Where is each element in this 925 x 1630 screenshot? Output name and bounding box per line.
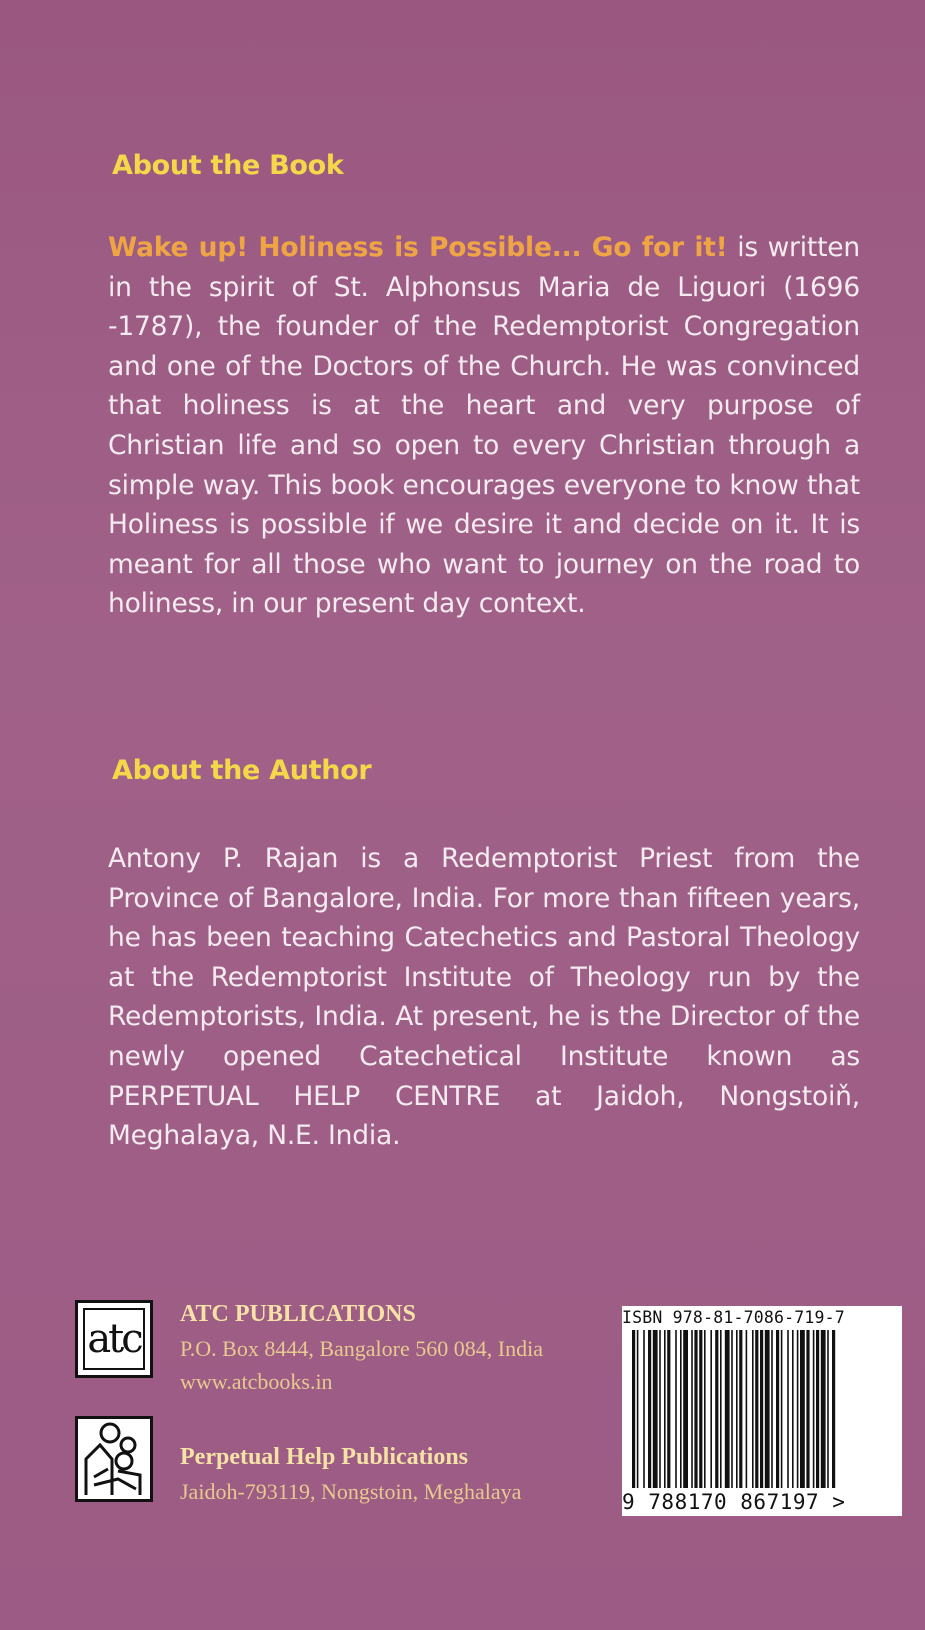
barcode-bar bbox=[691, 1330, 693, 1488]
barcode-bar bbox=[675, 1330, 677, 1488]
barcode-bar bbox=[806, 1330, 809, 1488]
barcode-bars bbox=[632, 1330, 894, 1488]
barcode-bar bbox=[797, 1330, 799, 1488]
perpetual-publisher-name: Perpetual Help Publications bbox=[180, 1444, 468, 1470]
barcode-bar bbox=[760, 1330, 763, 1488]
barcode-bar bbox=[648, 1330, 651, 1488]
barcode-bar bbox=[787, 1330, 789, 1488]
barcode-bar bbox=[832, 1330, 835, 1488]
barcode-bar bbox=[736, 1330, 738, 1488]
barcode-bar bbox=[746, 1330, 748, 1488]
barcode-bar bbox=[720, 1330, 722, 1488]
isbn-label: ISBN 978-81-7086-719-7 bbox=[622, 1308, 845, 1327]
about-book-text: is written in the spirit of St. Alphonsus Maria de Liguori (1696 -1787), the founder of the Redemptorist Congregation and one of the Doctors of the Church. He was convinced that holiness is at the heart and very purpose of Christian life and so open to every Christian through a simple way. This book encourages everyone to know that Holiness is possible if we desire it and decide on it. It is meant for all those who want to journey on the road to holiness, in our present day context. bbox=[108, 232, 860, 620]
barcode-bar bbox=[632, 1330, 635, 1488]
icon-figures-icon bbox=[78, 1419, 150, 1499]
barcode-bar bbox=[816, 1330, 819, 1488]
barcode-bar bbox=[776, 1330, 779, 1488]
barcode-bar bbox=[683, 1330, 688, 1488]
barcode-bar bbox=[643, 1330, 645, 1488]
isbn-digits: 9 788170 867197 > bbox=[622, 1490, 846, 1514]
isbn-barcode bbox=[622, 1306, 902, 1516]
barcode-bar bbox=[653, 1330, 658, 1488]
barcode-bar bbox=[704, 1330, 706, 1488]
about-book-paragraph bbox=[108, 228, 860, 624]
barcode-bar bbox=[755, 1330, 758, 1488]
atc-publisher-website: www.atcbooks.in bbox=[180, 1369, 333, 1394]
barcode-bar bbox=[710, 1330, 712, 1488]
barcode-bar bbox=[765, 1330, 770, 1488]
barcode-bar bbox=[800, 1330, 805, 1488]
barcode-bar bbox=[659, 1330, 661, 1488]
barcode-bar bbox=[792, 1330, 794, 1488]
about-author-heading: About the Author bbox=[112, 755, 372, 786]
barcode-bar bbox=[694, 1330, 697, 1488]
about-author-paragraph: Antony P. Rajan is a Redemptorist Priest from the Province of Bangalore, India. For more than fifteen years, he has been teaching Catechetics and Pastoral Theology at the Redemptorist Institute of Theology run by the Redemptorists, India. At present, he is the Director of the newly opened Catechetical Institute known as PERPETUAL HELP CENTRE at Jaidoh, Nongstoiň, Meghalaya, N.E. India. bbox=[108, 843, 860, 1152]
barcode-bar bbox=[771, 1330, 773, 1488]
barcode-bar bbox=[667, 1330, 670, 1488]
about-book-heading: About the Book bbox=[112, 150, 344, 181]
barcode-bar bbox=[781, 1330, 783, 1488]
perpetual-help-logo bbox=[75, 1416, 153, 1502]
atc-logo-mark: atc bbox=[83, 1308, 145, 1370]
book-title-highlight: Wake up! Holiness is Possible... Go for it! bbox=[108, 232, 728, 263]
barcode-bar bbox=[664, 1330, 666, 1488]
barcode-bar bbox=[752, 1330, 754, 1488]
barcode-bar bbox=[739, 1330, 742, 1488]
atc-publisher-address: P.O. Box 8444, Bangalore 560 084, India bbox=[180, 1336, 543, 1361]
barcode-bar bbox=[731, 1330, 733, 1488]
barcode-bar bbox=[715, 1330, 718, 1488]
barcode-bar bbox=[725, 1330, 730, 1488]
barcode-bar bbox=[813, 1330, 815, 1488]
barcode-bar bbox=[821, 1330, 826, 1488]
barcode-bar bbox=[680, 1330, 682, 1488]
barcode-bar bbox=[637, 1330, 639, 1488]
atc-logo bbox=[75, 1300, 153, 1378]
atc-publisher-name: ATC PUBLICATIONS bbox=[180, 1301, 416, 1327]
barcode-bar bbox=[827, 1330, 829, 1488]
perpetual-publisher-address: Jaidoh-793119, Nongstoin, Meghalaya bbox=[180, 1479, 522, 1504]
barcode-bar bbox=[699, 1330, 702, 1488]
